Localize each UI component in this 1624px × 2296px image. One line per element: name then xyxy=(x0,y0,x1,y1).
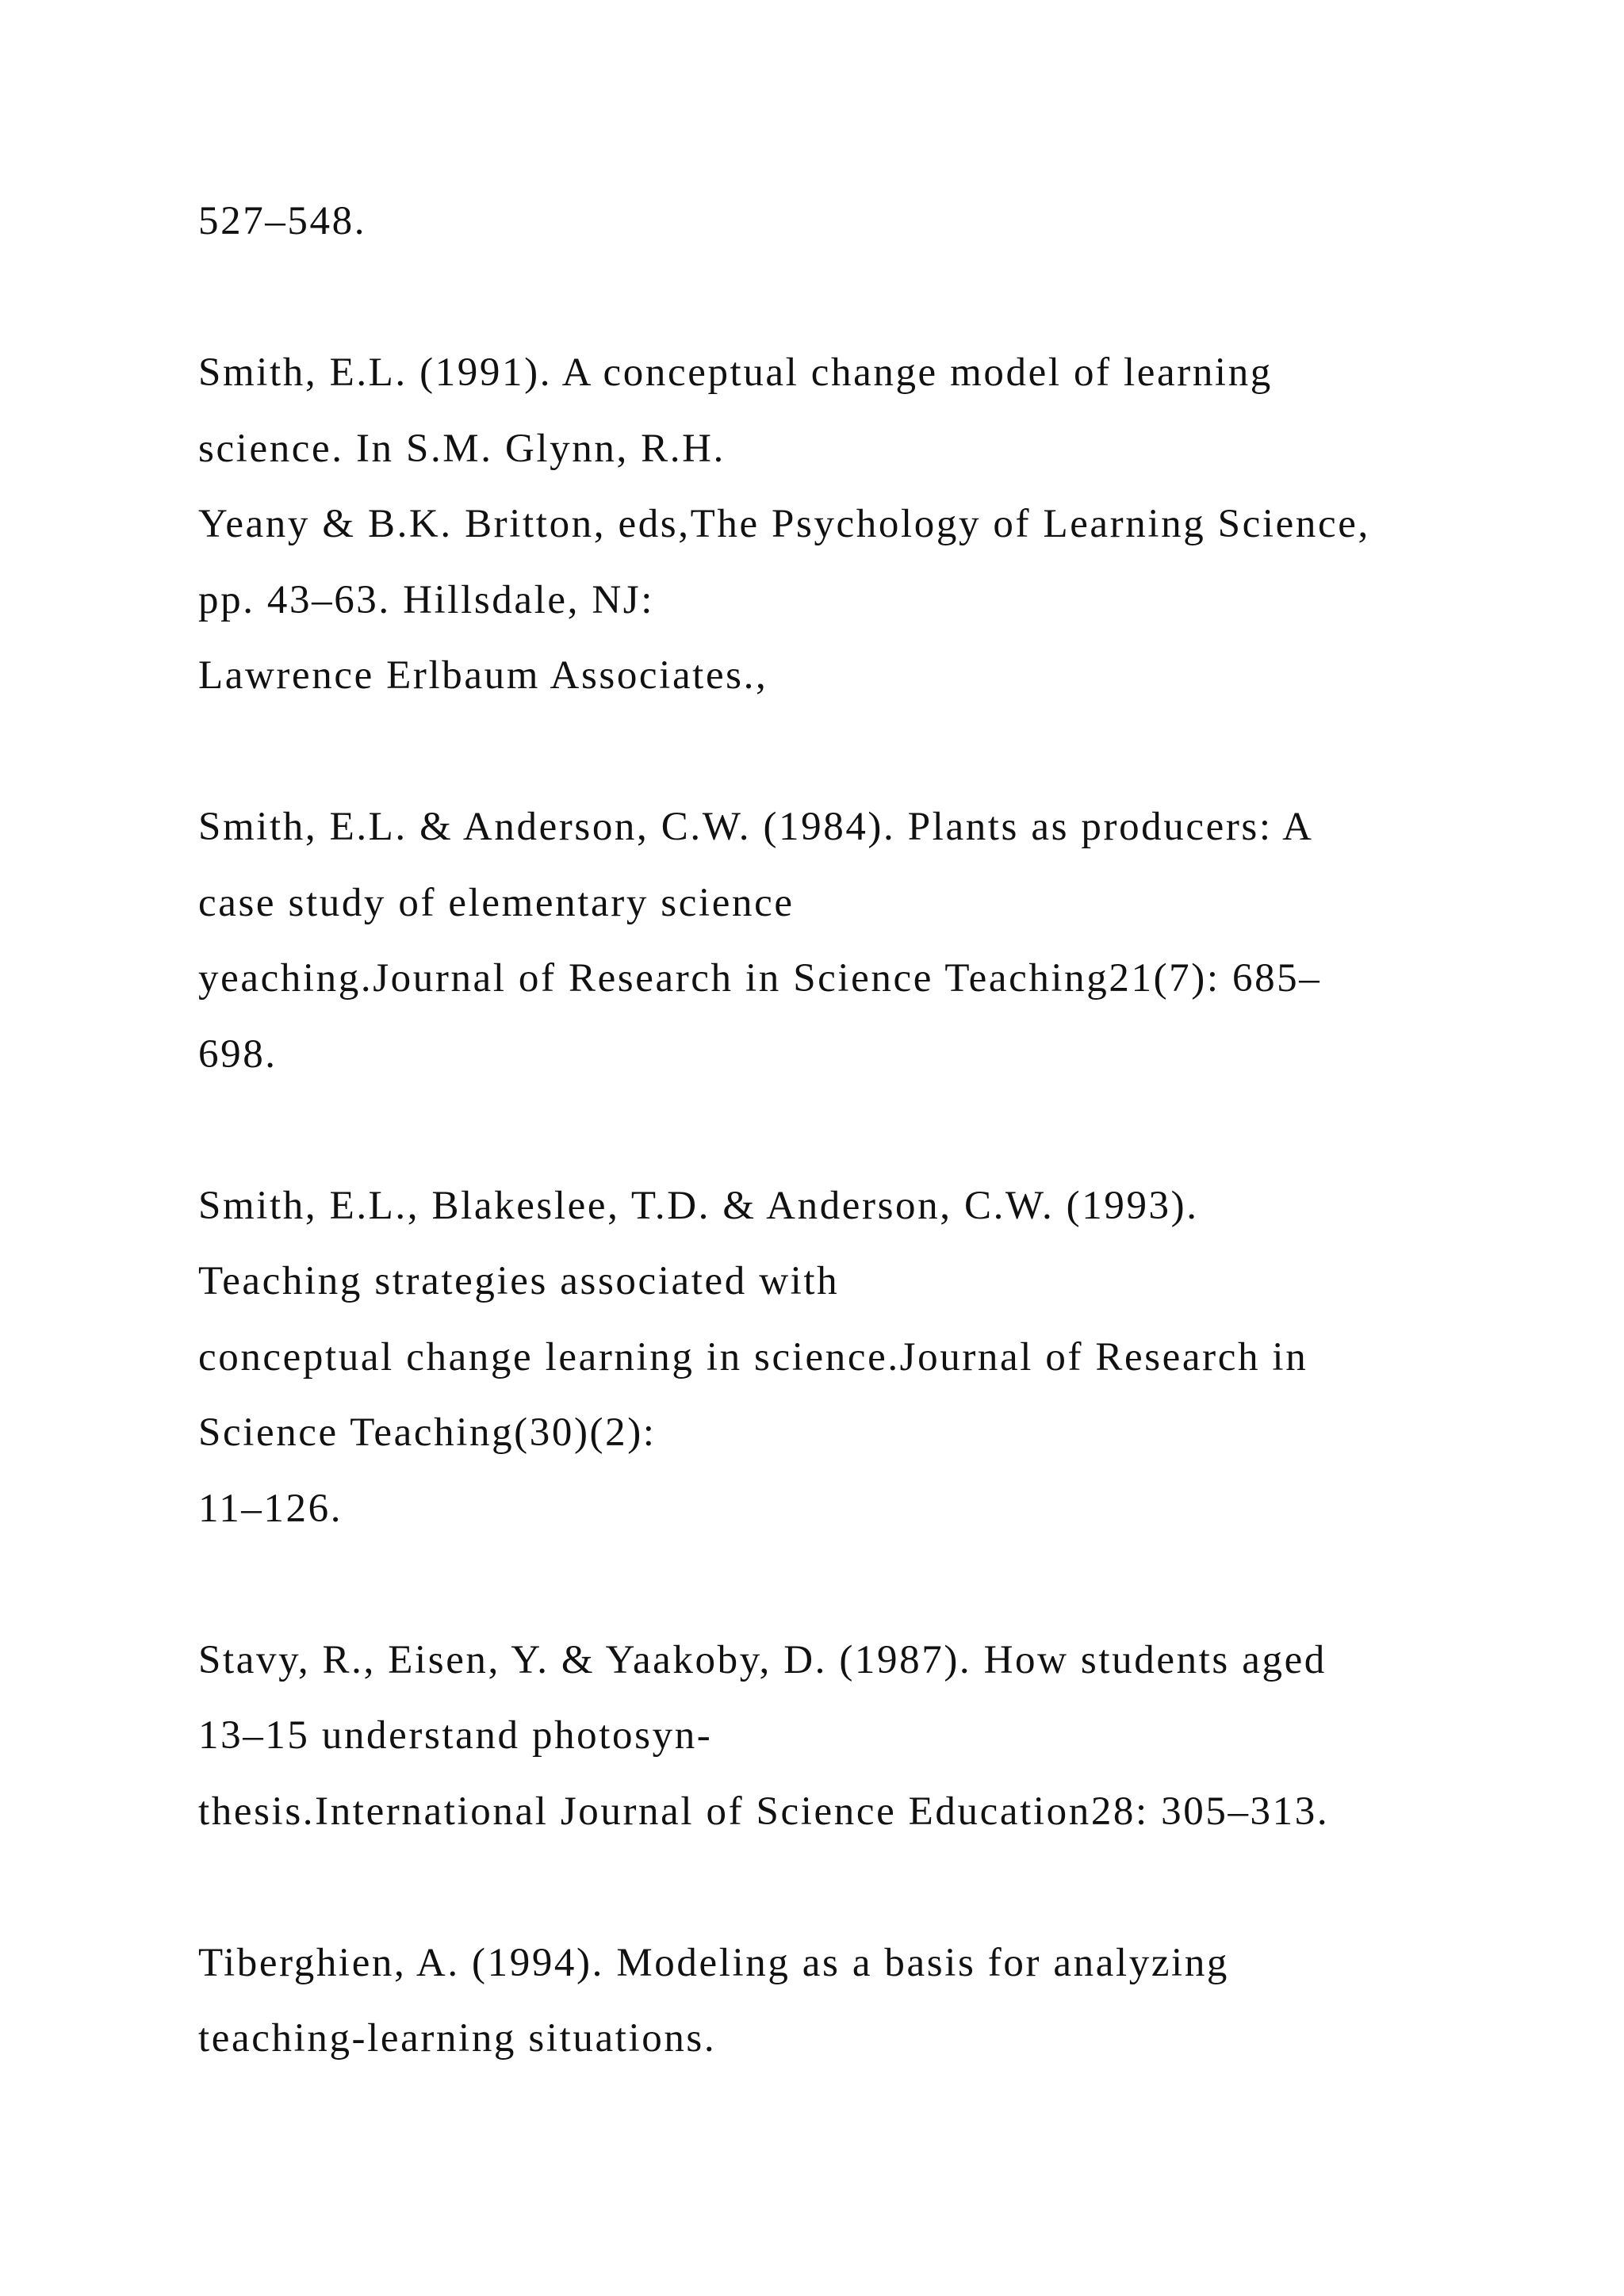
reference-line: Tiberghien, A. (1994). Modeling as a basis for analyzing xyxy=(198,1940,1230,1985)
paragraph-gap xyxy=(198,1850,1507,1926)
paragraph-gap xyxy=(198,714,1507,790)
reference-line: 698. xyxy=(198,1031,278,1077)
reference-line: case study of elementary science xyxy=(198,880,795,925)
reference-entry xyxy=(198,1169,1507,1548)
reference-line: Teaching strategies associated with xyxy=(198,1259,840,1303)
reference-list xyxy=(198,184,1507,2077)
reference-line: Lawrence Erlbaum Associates., xyxy=(198,653,768,698)
reference-entry xyxy=(198,1623,1507,1850)
reference-line: yeaching.Journal of Research in Science Teaching21(7): 685– xyxy=(198,956,1322,1001)
reference-line: pp. 43–63. Hillsdale, NJ: xyxy=(198,577,654,622)
reference-line: Smith, E.L., Blakeslee, T.D. & Anderson, C.W. (1993). xyxy=(198,1183,1199,1228)
reference-line: Yeany & B.K. Britton, eds,The Psychology of Learning Science, xyxy=(198,502,1370,546)
paragraph-gap xyxy=(198,1547,1507,1623)
reference-line: science. In S.M. Glynn, R.H. xyxy=(198,426,726,471)
reference-line: Smith, E.L. & Anderson, C.W. (1984). Plants as producers: A xyxy=(198,805,1314,849)
reference-line: Science Teaching(30)(2): xyxy=(198,1410,657,1455)
reference-line: 13–15 understand photosyn- xyxy=(198,1713,713,1758)
paragraph-gap xyxy=(198,260,1507,336)
reference-line: Smith, E.L. (1991). A conceptual change model of learning xyxy=(198,350,1273,395)
reference-line: 527–548. xyxy=(198,199,367,243)
reference-line: teaching-learning situations. xyxy=(198,2016,717,2061)
reference-line: 11–126. xyxy=(198,1486,343,1531)
reference-entry xyxy=(198,335,1507,714)
paragraph-gap xyxy=(198,1093,1507,1169)
reference-line: conceptual change learning in science.Journal of Research in xyxy=(198,1334,1308,1380)
reference-entry xyxy=(198,790,1507,1093)
reference-line: Stavy, R., Eisen, Y. & Yaakoby, D. (1987). How students aged xyxy=(198,1637,1327,1682)
reference-line: thesis.International Journal of Science Education28: 305–313. xyxy=(198,1789,1330,1834)
reference-entry xyxy=(198,1926,1507,2077)
reference-entry xyxy=(198,184,1507,260)
